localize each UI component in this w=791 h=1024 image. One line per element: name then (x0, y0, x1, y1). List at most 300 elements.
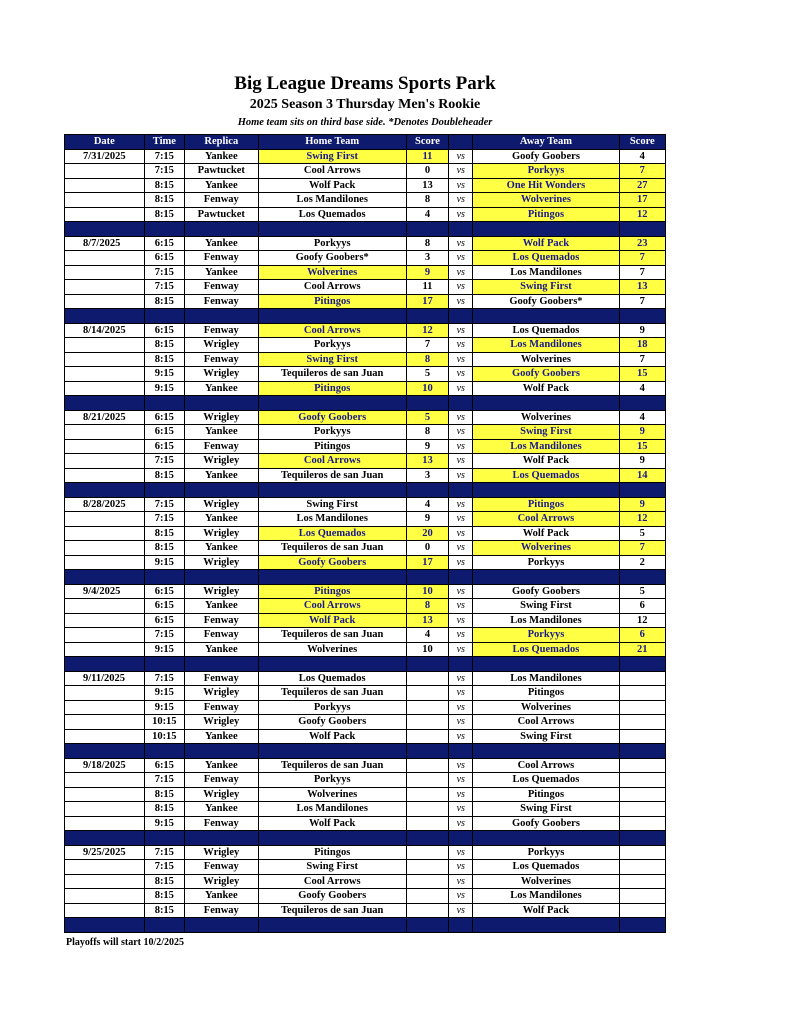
game-field: Wrigley (184, 410, 258, 425)
game-field: Fenway (184, 628, 258, 643)
vs-label: vs (449, 526, 473, 541)
separator-cell (406, 744, 448, 759)
week-separator (65, 744, 666, 759)
game-date (65, 468, 145, 483)
home-score: 9 (406, 439, 448, 454)
vs-label: vs (449, 425, 473, 440)
table-row (65, 555, 666, 570)
game-time: 7:15 (144, 454, 184, 469)
away-team: Wolverines (473, 700, 619, 715)
table-row (65, 845, 666, 860)
away-team: Los Mandilones (473, 439, 619, 454)
home-team: Goofy Goobers* (258, 251, 406, 266)
away-team: Porkyys (473, 628, 619, 643)
game-field: Fenway (184, 439, 258, 454)
table-row (65, 468, 666, 483)
game-time: 8:15 (144, 468, 184, 483)
separator-cell (449, 222, 473, 237)
home-score: 10 (406, 642, 448, 657)
separator-cell (258, 657, 406, 672)
separator-cell (184, 222, 258, 237)
home-team: Wolverines (258, 787, 406, 802)
separator-cell (406, 309, 448, 324)
home-team: Tequileros de san Juan (258, 367, 406, 382)
table-row (65, 265, 666, 280)
separator-cell (406, 396, 448, 411)
game-field: Wrigley (184, 686, 258, 701)
home-team: Los Mandilones (258, 512, 406, 527)
game-field: Wrigley (184, 787, 258, 802)
separator-cell (619, 396, 665, 411)
game-field: Yankee (184, 889, 258, 904)
seating-note: Home team sits on third base side. *Denotes Doubleheader (237, 117, 493, 128)
away-score: 7 (619, 294, 665, 309)
away-score (619, 874, 665, 889)
game-field: Yankee (184, 541, 258, 556)
game-time: 6:15 (144, 251, 184, 266)
home-team: Los Quemados (258, 526, 406, 541)
separator-cell (144, 918, 184, 933)
home-team: Goofy Goobers (258, 555, 406, 570)
separator-cell (473, 657, 619, 672)
game-field: Fenway (184, 613, 258, 628)
away-score: 7 (619, 164, 665, 179)
game-field: Wrigley (184, 338, 258, 353)
game-date (65, 729, 145, 744)
game-time: 8:15 (144, 178, 184, 193)
away-score: 15 (619, 439, 665, 454)
home-team: Pitingos (258, 381, 406, 396)
game-time: 10:15 (144, 715, 184, 730)
game-field: Fenway (184, 251, 258, 266)
game-date (65, 642, 145, 657)
away-score: 9 (619, 497, 665, 512)
game-date (65, 802, 145, 817)
separator-cell (144, 222, 184, 237)
vs-label: vs (449, 265, 473, 280)
home-score: 17 (406, 294, 448, 309)
game-date (65, 541, 145, 556)
table-row (65, 425, 666, 440)
vs-label: vs (449, 468, 473, 483)
table-row (65, 715, 666, 730)
game-time: 9:15 (144, 381, 184, 396)
game-time: 8:15 (144, 207, 184, 222)
game-time: 6:15 (144, 323, 184, 338)
away-team: Porkyys (473, 164, 619, 179)
vs-label: vs (449, 715, 473, 730)
separator-cell (184, 657, 258, 672)
game-time: 8:15 (144, 541, 184, 556)
separator-cell (406, 222, 448, 237)
table-row (65, 236, 666, 251)
away-score: 4 (619, 410, 665, 425)
game-time: 7:15 (144, 280, 184, 295)
vs-label: vs (449, 613, 473, 628)
game-time: 6:15 (144, 236, 184, 251)
home-score: 0 (406, 541, 448, 556)
separator-cell (406, 483, 448, 498)
table-row (65, 787, 666, 802)
game-field: Yankee (184, 149, 258, 164)
separator-cell (406, 570, 448, 585)
separator-cell (184, 483, 258, 498)
game-time: 6:15 (144, 425, 184, 440)
away-team: Swing First (473, 802, 619, 817)
page-subtitle: 2025 Season 3 Thursday Men's Rookie (249, 97, 481, 112)
vs-label: vs (449, 512, 473, 527)
table-row (65, 251, 666, 266)
header-home-score: Score (406, 135, 448, 150)
away-score: 21 (619, 642, 665, 657)
game-date (65, 454, 145, 469)
separator-cell (184, 744, 258, 759)
home-team: Swing First (258, 149, 406, 164)
game-time: 7:15 (144, 628, 184, 643)
game-time: 9:15 (144, 686, 184, 701)
table-row (65, 874, 666, 889)
separator-cell (619, 744, 665, 759)
home-team: Tequileros de san Juan (258, 758, 406, 773)
game-date (65, 628, 145, 643)
away-score: 7 (619, 352, 665, 367)
home-score: 8 (406, 352, 448, 367)
away-team: Wolf Pack (473, 903, 619, 918)
home-team: Porkyys (258, 773, 406, 788)
game-time: 9:15 (144, 816, 184, 831)
game-field: Fenway (184, 860, 258, 875)
table-header-row (65, 135, 666, 150)
home-score: 8 (406, 599, 448, 614)
table-row (65, 628, 666, 643)
home-team: Porkyys (258, 236, 406, 251)
separator-cell (65, 657, 145, 672)
home-score: 0 (406, 164, 448, 179)
home-team: Wolverines (258, 265, 406, 280)
home-team: Tequileros de san Juan (258, 903, 406, 918)
vs-label: vs (449, 628, 473, 643)
week-separator (65, 483, 666, 498)
away-team: One Hit Wonders (473, 178, 619, 193)
vs-label: vs (449, 686, 473, 701)
away-score: 6 (619, 628, 665, 643)
game-field: Yankee (184, 512, 258, 527)
game-date (65, 512, 145, 527)
home-score (406, 787, 448, 802)
game-field: Fenway (184, 294, 258, 309)
away-team: Wolverines (473, 541, 619, 556)
away-score (619, 686, 665, 701)
table-row (65, 323, 666, 338)
vs-label: vs (449, 889, 473, 904)
separator-cell (65, 831, 145, 846)
separator-cell (449, 657, 473, 672)
home-team: Pitingos (258, 584, 406, 599)
table-row (65, 642, 666, 657)
separator-cell (449, 570, 473, 585)
separator-cell (65, 918, 145, 933)
separator-cell (619, 657, 665, 672)
game-field: Yankee (184, 381, 258, 396)
separator-cell (473, 831, 619, 846)
header-date: Date (65, 135, 145, 150)
away-team: Los Quemados (473, 773, 619, 788)
header-time: Time (144, 135, 184, 150)
separator-cell (144, 483, 184, 498)
game-date (65, 280, 145, 295)
game-time: 6:15 (144, 613, 184, 628)
game-time: 10:15 (144, 729, 184, 744)
game-field: Wrigley (184, 845, 258, 860)
table-row (65, 903, 666, 918)
game-field: Wrigley (184, 715, 258, 730)
game-date (65, 193, 145, 208)
home-team: Cool Arrows (258, 280, 406, 295)
separator-cell (65, 396, 145, 411)
game-field: Yankee (184, 178, 258, 193)
away-score: 12 (619, 207, 665, 222)
separator-cell (449, 744, 473, 759)
table-row (65, 367, 666, 382)
separator-cell (473, 309, 619, 324)
home-score: 4 (406, 207, 448, 222)
vs-label: vs (449, 773, 473, 788)
game-time: 6:15 (144, 599, 184, 614)
playoffs-note: Playoffs will start 10/2/2025 (66, 937, 185, 948)
home-score: 8 (406, 193, 448, 208)
away-team: Wolf Pack (473, 381, 619, 396)
game-field: Yankee (184, 468, 258, 483)
home-team: Porkyys (258, 338, 406, 353)
table-row (65, 773, 666, 788)
away-score (619, 773, 665, 788)
game-time: 9:15 (144, 642, 184, 657)
game-field: Fenway (184, 700, 258, 715)
away-team: Swing First (473, 280, 619, 295)
game-field: Yankee (184, 729, 258, 744)
separator-cell (144, 831, 184, 846)
week-separator (65, 657, 666, 672)
separator-cell (184, 396, 258, 411)
header-vs (449, 135, 473, 150)
away-score: 15 (619, 367, 665, 382)
separator-cell (258, 483, 406, 498)
home-score: 11 (406, 149, 448, 164)
game-field: Fenway (184, 193, 258, 208)
game-date (65, 903, 145, 918)
game-time: 9:15 (144, 367, 184, 382)
game-field: Yankee (184, 802, 258, 817)
week-separator (65, 570, 666, 585)
vs-label: vs (449, 193, 473, 208)
away-team: Cool Arrows (473, 758, 619, 773)
separator-cell (258, 831, 406, 846)
away-team: Wolverines (473, 874, 619, 889)
home-team: Tequileros de san Juan (258, 686, 406, 701)
separator-cell (449, 396, 473, 411)
week-separator (65, 918, 666, 933)
vs-label: vs (449, 497, 473, 512)
home-team: Porkyys (258, 425, 406, 440)
game-time: 8:15 (144, 889, 184, 904)
game-field: Yankee (184, 425, 258, 440)
table-row (65, 584, 666, 599)
table-row (65, 164, 666, 179)
vs-label: vs (449, 816, 473, 831)
table-row (65, 599, 666, 614)
separator-cell (619, 222, 665, 237)
table-row (65, 686, 666, 701)
separator-cell (619, 918, 665, 933)
table-row (65, 497, 666, 512)
home-team: Los Quemados (258, 671, 406, 686)
table-row (65, 613, 666, 628)
game-time: 7:15 (144, 845, 184, 860)
game-field: Wrigley (184, 454, 258, 469)
home-team: Goofy Goobers (258, 410, 406, 425)
separator-cell (619, 570, 665, 585)
away-team: Los Quemados (473, 468, 619, 483)
separator-cell (449, 831, 473, 846)
vs-label: vs (449, 584, 473, 599)
home-team: Tequileros de san Juan (258, 468, 406, 483)
away-team: Porkyys (473, 845, 619, 860)
table-row (65, 381, 666, 396)
vs-label: vs (449, 860, 473, 875)
separator-cell (258, 918, 406, 933)
away-team: Los Quemados (473, 642, 619, 657)
away-score: 7 (619, 541, 665, 556)
game-field: Wrigley (184, 367, 258, 382)
vs-label: vs (449, 439, 473, 454)
home-score: 13 (406, 454, 448, 469)
vs-label: vs (449, 236, 473, 251)
home-team: Goofy Goobers (258, 889, 406, 904)
away-score: 2 (619, 555, 665, 570)
away-score: 7 (619, 265, 665, 280)
home-team: Pitingos (258, 845, 406, 860)
home-score (406, 671, 448, 686)
game-date: 9/4/2025 (65, 584, 145, 599)
away-score (619, 889, 665, 904)
away-score: 18 (619, 338, 665, 353)
separator-cell (473, 570, 619, 585)
home-score (406, 729, 448, 744)
away-team: Porkyys (473, 555, 619, 570)
home-score (406, 715, 448, 730)
separator-cell (449, 918, 473, 933)
away-score: 4 (619, 381, 665, 396)
away-score: 9 (619, 425, 665, 440)
table-row (65, 729, 666, 744)
separator-cell (144, 744, 184, 759)
separator-cell (258, 396, 406, 411)
table-row (65, 338, 666, 353)
vs-label: vs (449, 207, 473, 222)
vs-label: vs (449, 149, 473, 164)
away-team: Los Mandilones (473, 889, 619, 904)
game-time: 8:15 (144, 903, 184, 918)
game-date: 9/25/2025 (65, 845, 145, 860)
table-row (65, 541, 666, 556)
separator-cell (65, 570, 145, 585)
separator-cell (406, 831, 448, 846)
home-team: Tequileros de san Juan (258, 628, 406, 643)
vs-label: vs (449, 454, 473, 469)
away-team: Los Quemados (473, 323, 619, 338)
vs-label: vs (449, 845, 473, 860)
home-score: 13 (406, 613, 448, 628)
game-date: 8/21/2025 (65, 410, 145, 425)
home-score (406, 700, 448, 715)
game-time: 7:15 (144, 773, 184, 788)
away-score (619, 758, 665, 773)
home-score: 12 (406, 323, 448, 338)
table-row (65, 178, 666, 193)
away-score (619, 802, 665, 817)
page-title: Big League Dreams Sports Park (234, 73, 496, 94)
game-date: 8/7/2025 (65, 236, 145, 251)
table-row (65, 526, 666, 541)
game-date: 9/11/2025 (65, 671, 145, 686)
away-team: Goofy Goobers* (473, 294, 619, 309)
vs-label: vs (449, 555, 473, 570)
away-score: 13 (619, 280, 665, 295)
separator-cell (144, 396, 184, 411)
game-date (65, 352, 145, 367)
home-score: 7 (406, 338, 448, 353)
separator-cell (619, 309, 665, 324)
table-row (65, 439, 666, 454)
home-score (406, 874, 448, 889)
table-row (65, 860, 666, 875)
separator-cell (473, 744, 619, 759)
game-field: Wrigley (184, 584, 258, 599)
home-score: 8 (406, 236, 448, 251)
home-team: Swing First (258, 860, 406, 875)
game-field: Yankee (184, 642, 258, 657)
home-team: Los Mandilones (258, 193, 406, 208)
table-row (65, 207, 666, 222)
away-score (619, 816, 665, 831)
game-date (65, 889, 145, 904)
schedule-body (65, 149, 666, 932)
game-field: Pawtucket (184, 207, 258, 222)
table-row (65, 802, 666, 817)
game-time: 7:15 (144, 671, 184, 686)
away-team: Cool Arrows (473, 715, 619, 730)
separator-cell (473, 222, 619, 237)
game-time: 7:15 (144, 497, 184, 512)
table-row (65, 410, 666, 425)
game-time: 6:15 (144, 584, 184, 599)
away-score (619, 845, 665, 860)
separator-cell (406, 918, 448, 933)
away-team: Cool Arrows (473, 512, 619, 527)
vs-label: vs (449, 729, 473, 744)
home-team: Cool Arrows (258, 323, 406, 338)
table-row (65, 671, 666, 686)
away-team: Swing First (473, 599, 619, 614)
game-field: Yankee (184, 236, 258, 251)
away-score: 4 (619, 149, 665, 164)
home-score: 4 (406, 628, 448, 643)
home-team: Cool Arrows (258, 454, 406, 469)
separator-cell (449, 309, 473, 324)
week-separator (65, 309, 666, 324)
separator-cell (619, 831, 665, 846)
separator-cell (144, 570, 184, 585)
